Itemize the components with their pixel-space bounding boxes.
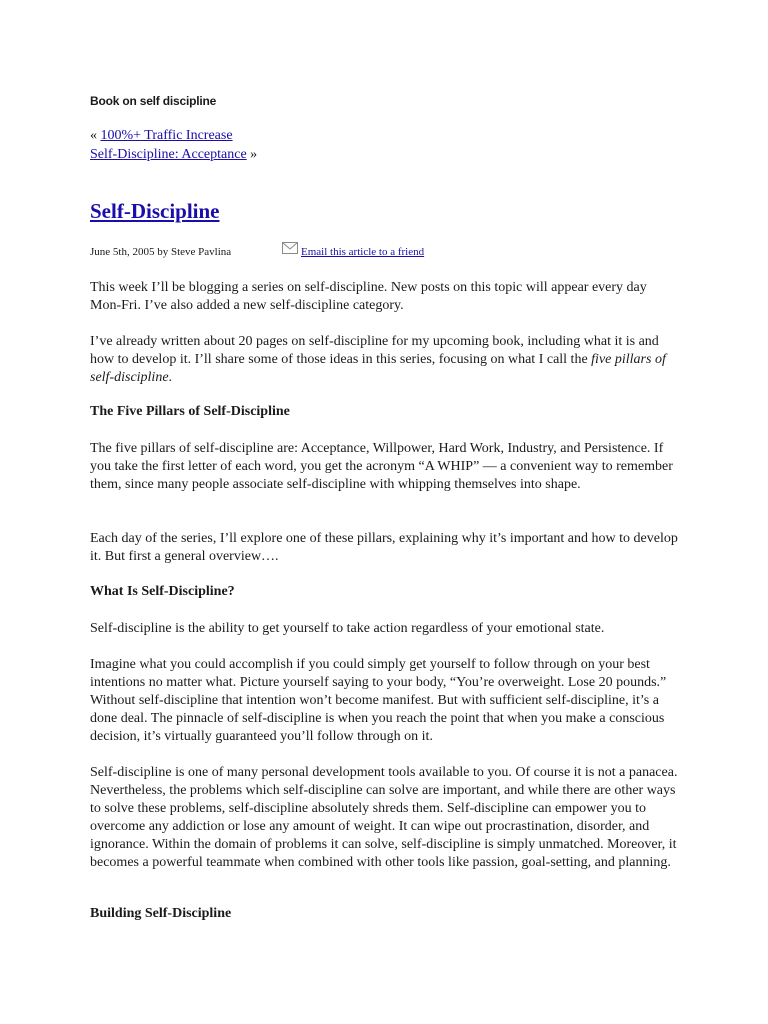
paragraph-book: [90, 333, 680, 387]
next-arrow: »: [250, 147, 258, 162]
post-title: [90, 199, 220, 224]
prev-post-row: [90, 126, 257, 145]
prev-arrow: «: [90, 128, 97, 143]
paragraph-imagine: Imagine what you could accomplish if you could simply get yourself to follow through on your best intentions no matter what. Picture yourself saying to your body, “You’re overweight. Lose 20 pounds.” Without self-discipline that intention won’t become manifest. But with sufficient self-discipline, it’s a done deal. The pinnacle of self-discipline is when you reach the point that when you make a conscious decision, it’s virtually guaranteed you’ll follow through on it.: [90, 657, 667, 744]
post-navigation: [90, 126, 257, 164]
paragraph-tools: Self-discipline is one of many personal development tools available to you. Of course it is not a panacea. Nevertheless, the problems which self-discipline can solve are important, and while there are other ways to solve these problems, self-discipline absolutely shreds them. Self-discipline can empower you to overcome any addiction or lose any amount of weight. It can wipe out procrastination, disorder, and ignorance. Within the domain of problems it can solve, self-discipline is simply unmatched. Moreover, it becomes a powerful teammate when combined with other tools like passion, goal-setting, and planning.: [90, 765, 678, 870]
paragraph-book-end: .: [168, 370, 173, 385]
post-title-link[interactable]: Self-Discipline: [90, 199, 220, 223]
paragraph-book-text: I’ve already written about 20 pages on self-discipline for my upcoming book, including what it is and how to develop it. I’ll share some of those ideas in this series, focusing on what I call the: [90, 334, 659, 367]
next-post-link[interactable]: Self-Discipline: Acceptance: [90, 147, 247, 162]
paragraph-pillars: The five pillars of self-discipline are: Acceptance, Willpower, Hard Work, Industry, and Persistence. If you take the first letter of each word, you get the acronym “A WHIP” — a convenient way to remember them, since many people associate self-discipline with whipping themselves into shape.: [90, 441, 673, 492]
next-post-row: [90, 145, 257, 164]
document-title: Book on self discipline: [90, 94, 217, 108]
paragraph-series: Each day of the series, I’ll explore one of these pillars, explaining why it’s important and how to develop it. But first a general overview….: [90, 531, 678, 564]
post-meta: [90, 246, 424, 258]
heading-building: Building Self-Discipline: [90, 906, 232, 921]
envelope-icon[interactable]: [282, 242, 298, 254]
heading-five-pillars: The Five Pillars of Self-Discipline: [90, 404, 290, 419]
heading-what-is: What Is Self-Discipline?: [90, 584, 235, 599]
email-article-link[interactable]: Email this article to a friend: [301, 246, 425, 258]
paragraph-intro: This week I’ll be blogging a series on self-discipline. New posts on this topic will appear every day Mon-Fri. I’ve also added a new self-discipline category.: [90, 280, 647, 313]
post-byline: June 5th, 2005 by Steve Pavlina: [90, 246, 232, 258]
paragraph-definition: Self-discipline is the ability to get yourself to take action regardless of your emotional state.: [90, 621, 605, 636]
paragraph-book-emphasis: five pillars of self-discipline: [90, 352, 666, 385]
prev-post-link[interactable]: 100%+ Traffic Increase: [100, 128, 233, 143]
